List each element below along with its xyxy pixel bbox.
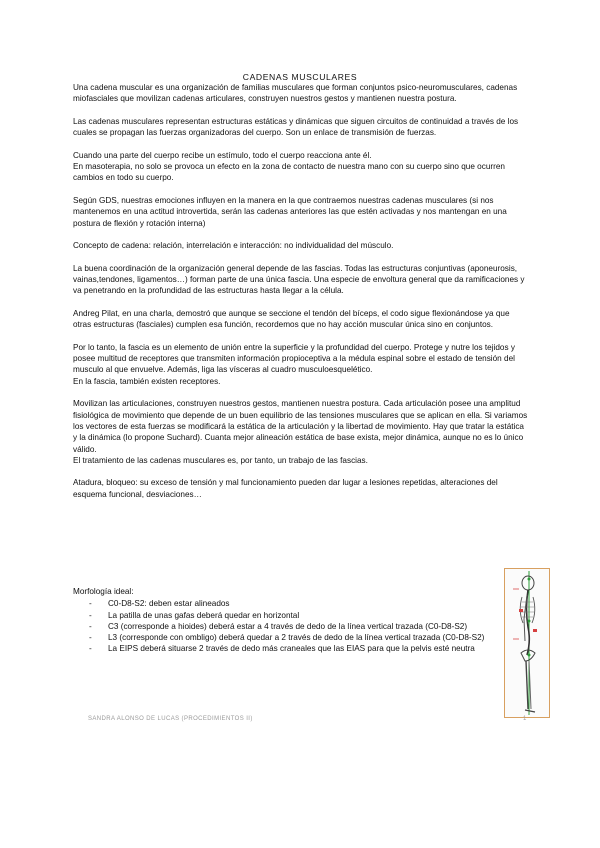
morphology-title: Morfología ideal: — [73, 587, 134, 596]
dash-bullet: - — [89, 644, 92, 654]
dash-bullet: - — [89, 610, 92, 620]
paragraph-2: Las cadenas musculares representan estructuras estáticas y dinámicas que siguen circuitos de continuidad a través de los cuales se propagan las fuerzas organizadoras del cuerpo. Son un enlace de transmisión de fuerzas. — [73, 116, 519, 138]
list-item: - L3 (corresponde con ombligo) deberá quedar a 2 través de dedo de la línea vertical trazada (C0-D8-S2) — [89, 633, 485, 643]
paragraph-9: Movilizan las articulaciones, construyen nuestros gestos, mantienen nuestra postura. Cada articulación posee una amplitud fisiológica de movimiento que depende de un buen equilibrio de las tensiones musculares que se aplican en ella. Si variamos los vectores de esta fuerzas se modificará la estática de la articulación y la libertad de movimiento. Hay que tratar la estática y la dinámica (lo propone Suchard). Cuanta mejor alineación estática de base exista, mejor dinámica, aunque no es lo único válido. El tratamiento de las cadenas musculares es, por tanto, un trabajo de las fascias. — [73, 399, 528, 465]
footer-author: SANDRA ALONSO DE LUCAS (PROCEDIMIENTOS II) — [88, 716, 253, 722]
paragraph-1: Una cadena muscular es una organización de familias musculares que forman conjuntos psico-neuromusculares, cadenas miofasciales que movilizan cadenas articulares, construyen nuestros gestos y mantienen nuestra postura. — [73, 83, 518, 104]
dash-bullet: - — [89, 633, 92, 643]
skeleton-icon — [505, 569, 549, 717]
page-number: 1 — [523, 716, 527, 722]
list-item: - C3 (corresponde a hioides) deberá estar a 4 través de dedo de la línea vertical trazada (C0-D8-S2) — [89, 621, 468, 631]
list-item: - La EIPS deberá situarse 2 través de dedo más craneales que las EIAS para que la pelvis esté neutra — [89, 644, 475, 654]
paragraph-4: Según GDS, nuestras emociones influyen en la manera en la que contraemos nuestras cadenas musculares (si nos mantenemos en una actitud introvertida, serán las cadenas anteriores las que estén activadas y nos mantengan en una postura de flexión y rotación interna) — [73, 195, 507, 228]
paragraph-7: Andreg Pilat, en una charla, demostró que aunque se seccione el tendón del bíceps, el codo sigue flexionándose ya que otras estructuras (fasciales) cumplen esa función, recordemos que no hay acción muscular única sino en conjuntos. — [73, 308, 510, 330]
paragraph-3: Cuando una parte del cuerpo recibe un estímulo, todo el cuerpo reacciona ante él. En masoterapia, no solo se provoca un efecto en la zona de contacto de nuestra mano con su cuerpo sino que ocurren cambios en todo su cuerpo. — [73, 150, 505, 183]
paragraph-6: La buena coordinación de la organización general depende de las fascias. Todas las estructuras conjuntivas (aponeurosis, vainas,tendones, ligamentos…) forman parte de una única fascia. Una especie de envoltura general que da ramificaciones y va penetrando en la profundidad de las estructuras hasta llegar a la célula. — [73, 263, 525, 296]
skeleton-posture-figure — [504, 568, 550, 718]
paragraph-5: Concepto de cadena: relación, interrelación e interacción: no individualidad del músculo. — [73, 241, 394, 251]
document-body — [73, 82, 528, 511]
list-item: - La patilla de unas gafas deberá quedar en horizontal — [89, 610, 300, 620]
dash-bullet: - — [89, 621, 92, 631]
morphology-section — [73, 586, 493, 655]
morphology-list — [73, 598, 493, 654]
paragraph-10: Atadura, bloqueo: su exceso de tensión y mal funcionamiento pueden dar lugar a lesiones repetidas, alteraciones del esquema funcional, desviaciones… — [73, 478, 498, 499]
paragraph-8: Por lo tanto, la fascia es un elemento de unión entre la superficie y la profundidad del cuerpo. Protege y nutre los tejidos y posee multitud de receptores que transmiten información propioceptiva a la médula espinal sobre el estado de tensión del musculo al que envuelve. Además, liga las vísceras al cuadro musculoesquelético. En la fascia, también existen receptores. — [73, 342, 515, 386]
list-item: - C0-D8-S2: deben estar alineados — [89, 599, 230, 609]
dash-bullet: - — [89, 599, 92, 609]
document-title: CADENAS MUSCULARES — [242, 72, 358, 82]
